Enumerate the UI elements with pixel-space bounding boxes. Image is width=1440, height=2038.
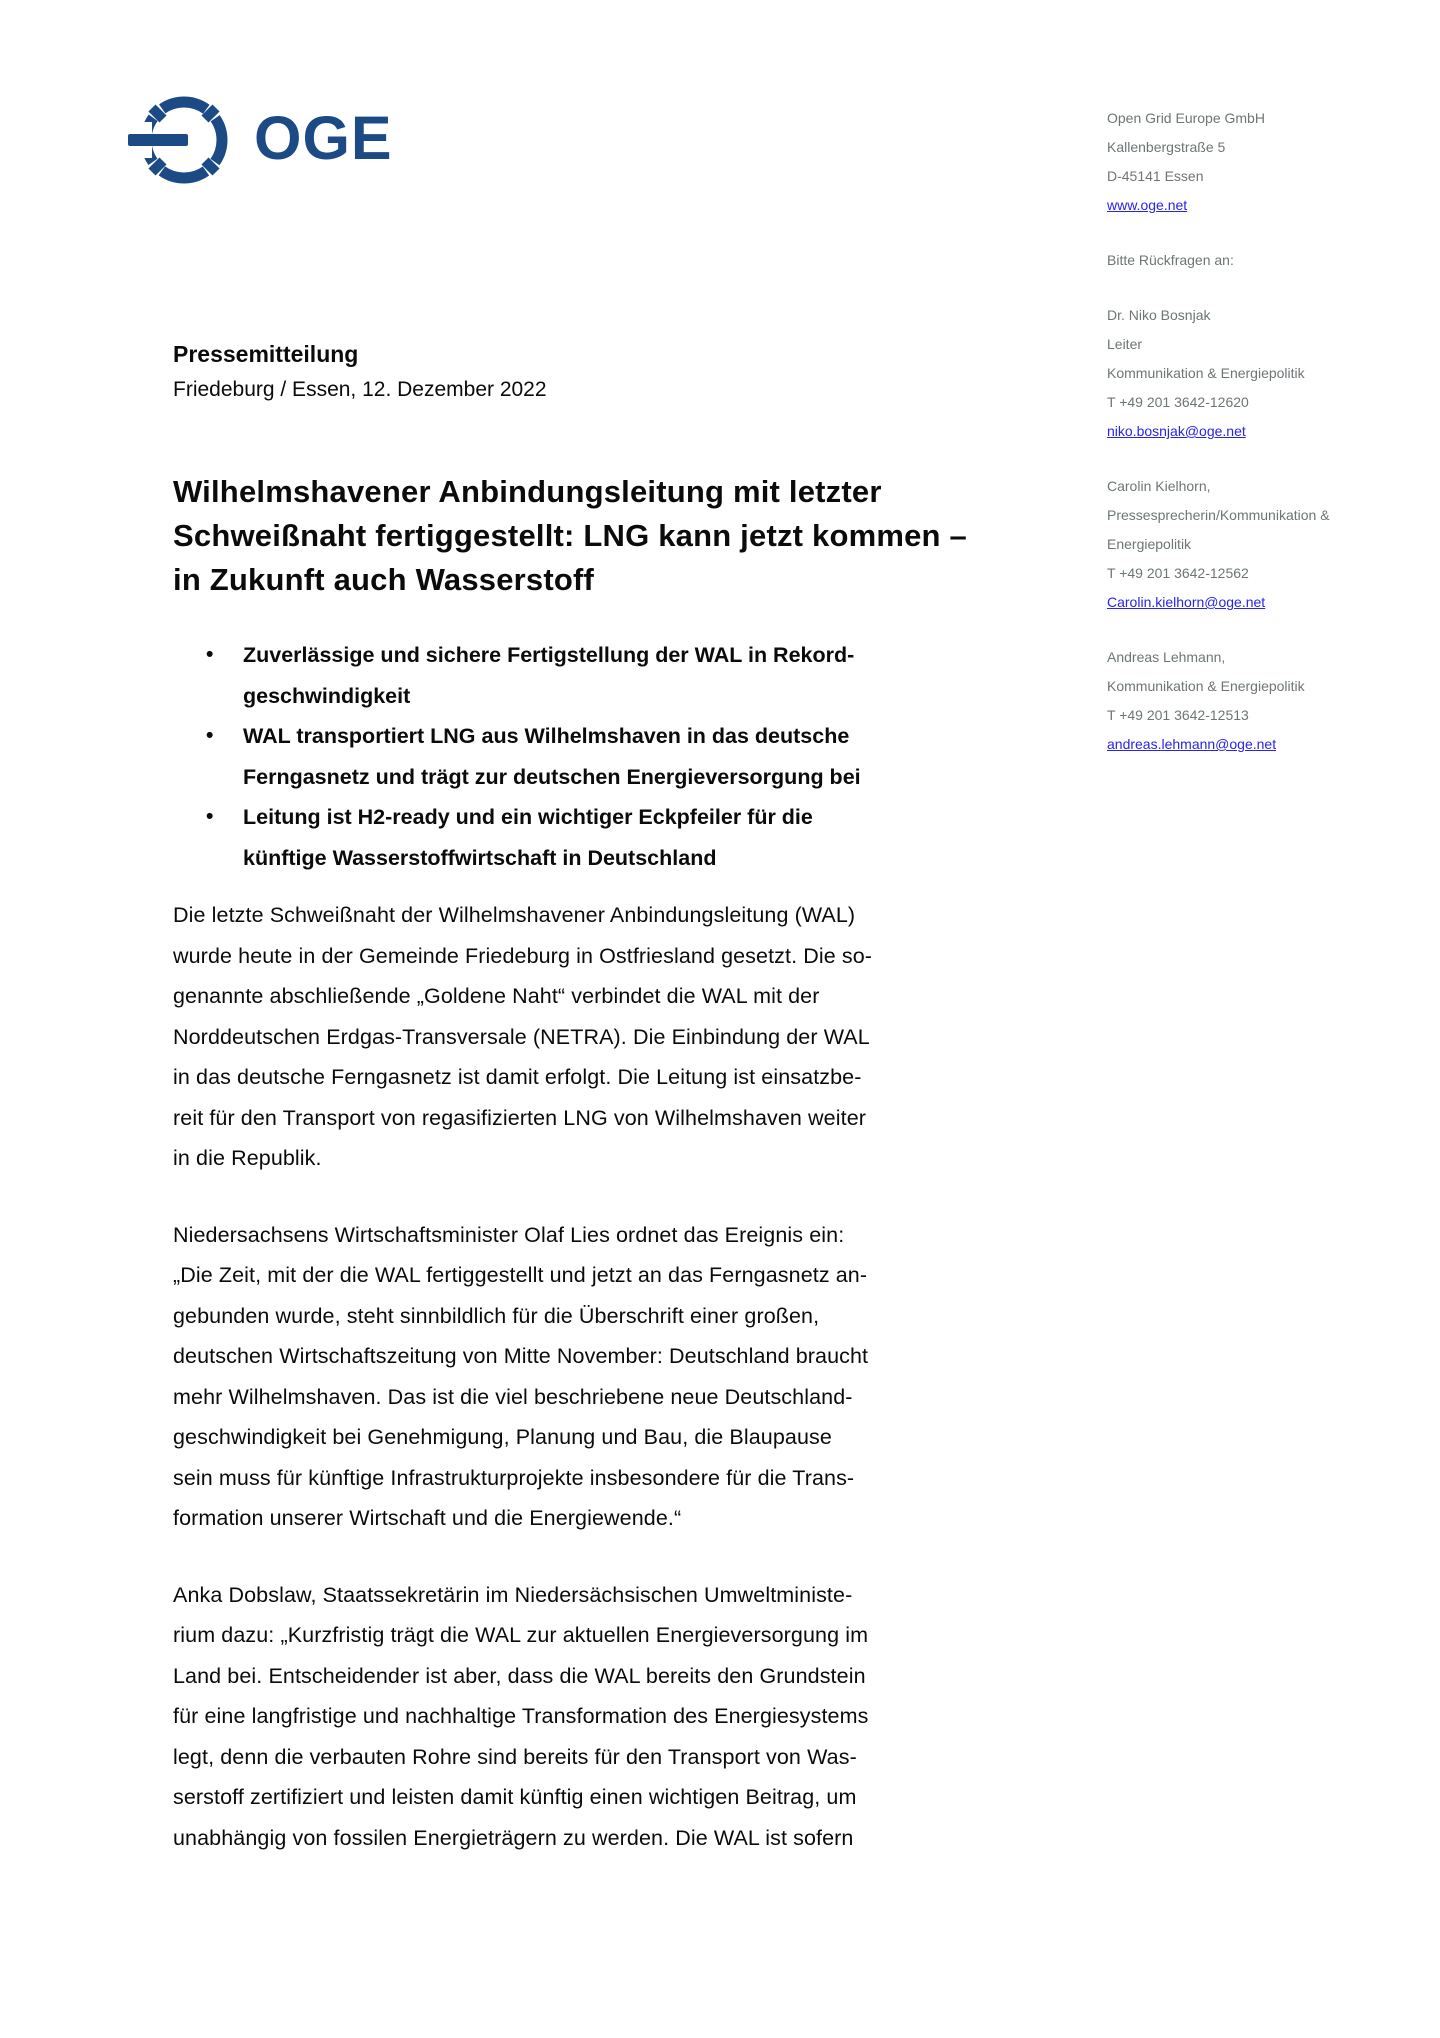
text-line: formation unserer Wirtschaft und die Energiewende.“ [173,1506,682,1530]
text-line: unabhängig von fossilen Energieträgern zu werden. Die WAL ist sofern [173,1825,854,1850]
company-address-block [1107,104,1337,220]
inquiries-label: Bitte Rückfragen an: [1107,252,1234,268]
contact-lines [1107,472,1337,588]
text-line: in das deutsche Ferngasnetz ist damit erfolgt. Die Leitung ist einsatzbe- [173,1065,862,1089]
main-column [173,341,1133,1894]
contact-block [1107,643,1337,759]
text-line: Kommunikation & Energiepolitik [1107,365,1305,381]
dateline: Friedeburg / Essen, 12. Dezember 2022 [173,378,547,401]
text-line: T +49 201 3642-12620 [1107,394,1249,410]
key-point-text [243,797,1133,878]
text-line: Kallenbergstraße 5 [1107,139,1226,155]
key-point-item [173,635,1133,716]
bullet-marker-icon: • [206,643,214,666]
text-line: D-45141 Essen [1107,168,1204,184]
key-points-list [173,635,1133,878]
text-line: gebunden wurde, steht sinnbildlich für die Überschrift einer großen, [173,1303,820,1328]
text-line: genannte abschließende „Goldene Naht“ verbindet die WAL mit der [173,984,820,1008]
key-point-item [173,797,1133,878]
text-line: Leitung ist H2-ready und ein wichtiger Eckpfeiler für die [243,805,813,829]
key-point-item [173,716,1133,797]
text-line: rium dazu: „Kurzfristig trägt die WAL zur aktuellen Energieversorgung im [173,1623,869,1647]
contact-lines [1107,301,1337,417]
text-line: Dr. Niko Bosnjak [1107,307,1211,323]
text-line: in Zukunft auch Wasserstoff [173,562,595,597]
contact-lines [1107,643,1337,730]
text-line: geschwindigkeit [243,683,411,708]
text-line: Kommunikation & Energiepolitik [1107,678,1305,694]
text-line: Energiepolitik [1107,536,1192,552]
text-line: legt, denn die verbauten Rohre sind bereits für den Transport von Was- [173,1744,857,1769]
bullet-marker-icon: • [206,805,214,828]
contact-email-link[interactable]: niko.bosnjak@oge.net [1107,423,1246,439]
text-line: T +49 201 3642-12562 [1107,565,1249,581]
contact-email-link[interactable]: Carolin.kielhorn@oge.net [1107,594,1266,610]
text-line: Carolin Kielhorn, [1107,478,1211,494]
text-line: „Die Zeit, mit der die WAL fertiggestellt und jetzt an das Ferngasnetz an- [173,1263,868,1287]
text-line: für eine langfristige und nachhaltige Transformation des Energiesystems [173,1704,869,1728]
key-point-text [243,635,1133,716]
press-release-title [173,470,1133,602]
text-line: in die Republik. [173,1146,322,1170]
contact-sidebar [1107,104,1337,785]
text-line: Land bei. Entscheidender ist aber, dass die WAL bereits den Grundstein [173,1663,866,1688]
text-line: WAL transportiert LNG aus Wilhelmshaven in das deutsche [243,724,850,748]
bullet-marker-icon: • [206,724,214,747]
text-line: reit für den Transport von regasifizierten LNG von Wilhelmshaven weiter [173,1105,867,1130]
company-address-lines [1107,104,1337,191]
text-line: T +49 201 3642-12513 [1107,707,1249,723]
text-line: Zuverlässige und sichere Fertigstellung der WAL in Rekord- [243,643,855,667]
text-line: sein muss für künftige Infrastrukturprojekte insbesondere für die Trans- [173,1465,855,1490]
contact-email-link[interactable]: andreas.lehmann@oge.net [1107,736,1277,752]
website-link[interactable]: www.oge.net [1107,197,1188,213]
text-line: künftige Wasserstoffwirtschaft in Deutschland [243,845,717,870]
text-line: Open Grid Europe GmbH [1107,110,1265,126]
text-line: Anka Dobslaw, Staatssekretärin im Niedersächsischen Umweltministe- [173,1582,853,1607]
body-paragraph [173,1215,1133,1539]
oge-pipeline-ring-icon [128,92,232,188]
contact-block [1107,472,1337,617]
contact-block [1107,301,1337,446]
text-line: Schweißnaht fertiggestellt: LNG kann jetzt kommen – [173,518,967,553]
text-line: geschwindigkeit bei Genehmigung, Planung und Bau, die Blaupause [173,1425,832,1449]
oge-logo [128,92,393,188]
text-line: Ferngasnetz und trägt zur deutschen Energieversorgung bei [243,764,861,789]
text-line: Wilhelmshavener Anbindungsleitung mit letzter [173,474,882,509]
text-line: Norddeutschen Erdgas-Transversale (NETRA). Die Einbindung der WAL [173,1024,870,1049]
body-paragraph [173,1575,1133,1859]
document-type-label: Pressemitteilung [173,341,359,367]
oge-logo-text: OGE [254,103,393,172]
text-line: mehr Wilhelmshaven. Das ist die viel beschriebene neue Deutschland- [173,1384,853,1409]
text-line: Die letzte Schweißnaht der Wilhelmshavener Anbindungsleitung (WAL) [173,903,856,927]
text-line: Niedersachsens Wirtschaftsminister Olaf Lies ordnet das Ereignis ein: [173,1222,845,1247]
text-line: deutschen Wirtschaftszeitung von Mitte November: Deutschland braucht [173,1344,869,1368]
body-paragraph [173,895,1133,1179]
text-line: Leiter [1107,336,1143,352]
text-line: Pressesprecherin/Kommunikation & [1107,507,1330,523]
text-line: Andreas Lehmann, [1107,649,1226,665]
text-line: serstoff zertifiziert und leisten damit künftig einen wichtigen Beitrag, um [173,1785,857,1809]
key-point-text [243,716,1133,797]
text-line: wurde heute in der Gemeinde Friedeburg in Ostfriesland gesetzt. Die so- [173,943,873,968]
